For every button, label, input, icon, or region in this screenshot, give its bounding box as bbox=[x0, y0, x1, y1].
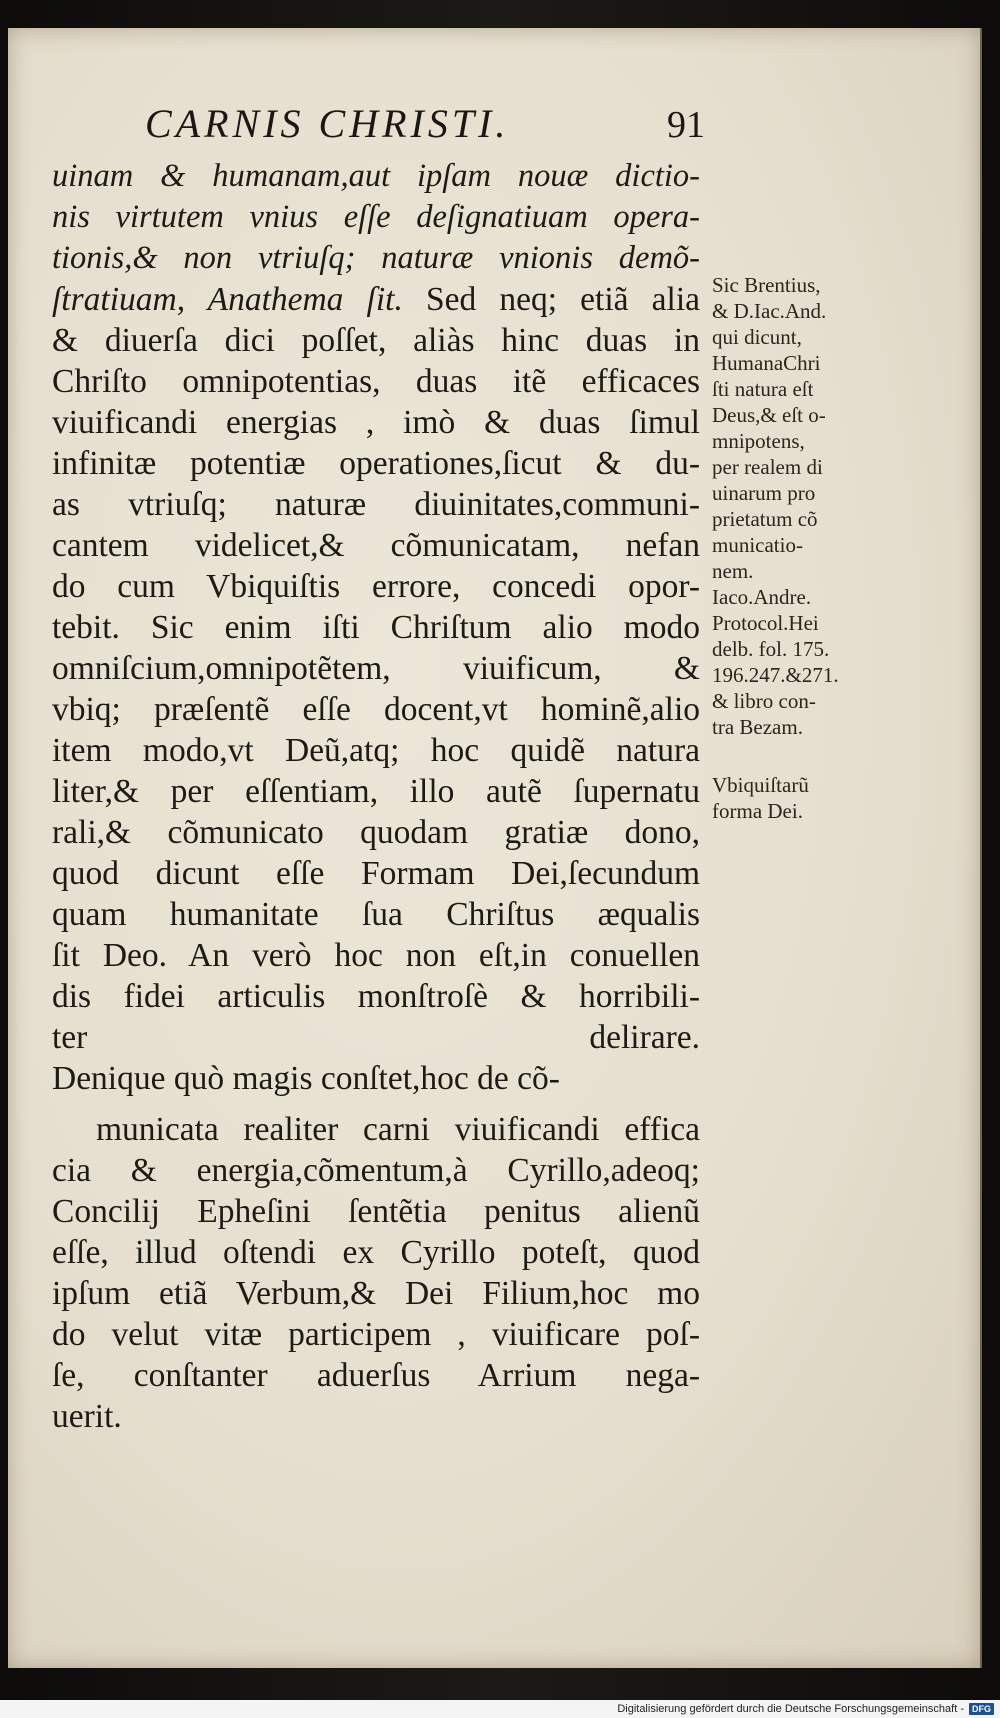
note-line: nem. bbox=[712, 559, 754, 583]
text-line: omniſcium,omnipotẽtem, viuificum, & bbox=[52, 650, 700, 687]
text-line: cia & energia,cõmentum,à Cyrillo,adeoq; bbox=[52, 1152, 700, 1189]
text-line: Denique quò magis conſtet,hoc de cõ- bbox=[52, 1060, 560, 1097]
text-line bbox=[52, 1437, 700, 1478]
text-line: Concilij Epheſini ſentẽtia penitus alienũ bbox=[52, 1193, 700, 1230]
note-line: uinarum pro bbox=[712, 481, 816, 505]
text-line: liter,& per eſſentiam, illo autẽ ſupernatu bbox=[52, 773, 700, 810]
text-line: Chriſto omnipotentias, duas itẽ efficaces bbox=[52, 363, 700, 400]
note-line: 196.247.&271. bbox=[712, 663, 839, 687]
marginal-note bbox=[712, 772, 892, 824]
note-line: delb. fol. 175. bbox=[712, 637, 830, 661]
page-header bbox=[145, 100, 705, 156]
digitization-credit-bar bbox=[0, 1700, 1000, 1718]
marginal-note bbox=[712, 272, 892, 584]
note-line: & D.Iac.And. bbox=[712, 299, 827, 323]
text-line: quam humanitate ſua Chriſtus æqualis bbox=[52, 896, 700, 933]
note-line: forma Dei. bbox=[712, 799, 803, 823]
text-line bbox=[52, 279, 700, 320]
credit-text: Digitalisierung gefördert durch die Deutsche Forschungsgemeinschaft - bbox=[617, 1703, 964, 1715]
text-line-italic-part: ſtratiuam, Anathema ſit. bbox=[52, 281, 403, 318]
text-line: infinitæ potentiæ operationes,ſicut & du- bbox=[52, 445, 700, 482]
text-line: cantem videlicet,& cõmunicatam, nefan bbox=[52, 527, 700, 564]
dfg-logo: DFG bbox=[969, 1703, 994, 1715]
marginal-notes bbox=[712, 272, 892, 824]
text-line: item modo,vt Deũ,atq; hoc quidẽ natura bbox=[52, 732, 700, 769]
note-line: Vbiquiſtarũ bbox=[712, 773, 809, 797]
text-line: uinam & humanam,aut ipſam nouæ dictio- bbox=[52, 158, 700, 194]
note-line: Deus,& eſt o- bbox=[712, 403, 826, 427]
text-line: ſit Deo. An verò hoc non eſt,in conuellen bbox=[52, 937, 700, 974]
text-line-roman-part: Sed neq; etiã alia bbox=[425, 281, 700, 318]
text-line: uerit. bbox=[52, 1398, 122, 1435]
note-line: Iaco.Andre. bbox=[712, 585, 812, 609]
note-line: prietatum cõ bbox=[712, 507, 818, 531]
note-line: qui dicunt, bbox=[712, 325, 802, 349]
text-line: tebit. Sic enim iſti Chriſtum alio modo bbox=[52, 609, 700, 646]
text-line: viuificandi energias , imò & duas ſimul bbox=[52, 404, 700, 441]
running-title: CARNIS CHRISTI. bbox=[145, 101, 510, 146]
text-line: as vtriuſq; naturæ diuinitates,communi- bbox=[52, 486, 700, 523]
note-line: tra Bezam. bbox=[712, 715, 803, 739]
text-line: do velut vitæ participem , viuificare poſ- bbox=[52, 1316, 700, 1353]
text-line: rali,& cõmunicato quodam gratiæ dono, bbox=[52, 814, 700, 851]
text-line: ter delirare. bbox=[52, 1019, 700, 1056]
text-line: quod dicunt eſſe Formam Dei,ſecundum bbox=[52, 855, 700, 892]
note-line: per realem di bbox=[712, 455, 823, 479]
note-line: mnipotens, bbox=[712, 429, 805, 453]
paragraph-gap bbox=[52, 1099, 700, 1109]
text-line: nis virtutem vnius eſſe deſignatiuam opera- bbox=[52, 199, 700, 235]
marginal-note bbox=[712, 584, 892, 740]
note-line: & libro con- bbox=[712, 689, 816, 713]
text-line: eſſe, illud oſtendi ex Cyrillo poteſt, quod bbox=[52, 1234, 700, 1271]
page-number: 91 bbox=[667, 104, 705, 146]
text-line: dis fidei articulis monſtroſè & horribili- bbox=[52, 978, 700, 1015]
note-line: municatio- bbox=[712, 533, 803, 557]
text-line: ipſum etiã Verbum,& Dei Filium,hoc mo bbox=[52, 1275, 700, 1312]
note-line: Sic Brentius, bbox=[712, 273, 821, 297]
text-line: & diuerſa dici poſſet, aliàs hinc duas in bbox=[52, 322, 700, 359]
text-line: municata realiter carni viuificandi effica bbox=[96, 1111, 700, 1148]
main-text-block bbox=[52, 156, 700, 1478]
text-line: vbiq; præſentẽ eſſe docent,vt hominẽ,alio bbox=[52, 691, 700, 728]
note-line: ſti natura eſt bbox=[712, 377, 814, 401]
note-line: Protocol.Hei bbox=[712, 611, 819, 635]
text-line: tionis,& non vtriuſq; naturæ vnionis demõ- bbox=[52, 240, 700, 276]
text-line: ſe, conſtanter aduerſus Arrium nega- bbox=[52, 1357, 700, 1394]
text-line: do cum Vbiquiſtis errore, concedi opor- bbox=[52, 568, 700, 605]
note-line: HumanaChri bbox=[712, 351, 821, 375]
